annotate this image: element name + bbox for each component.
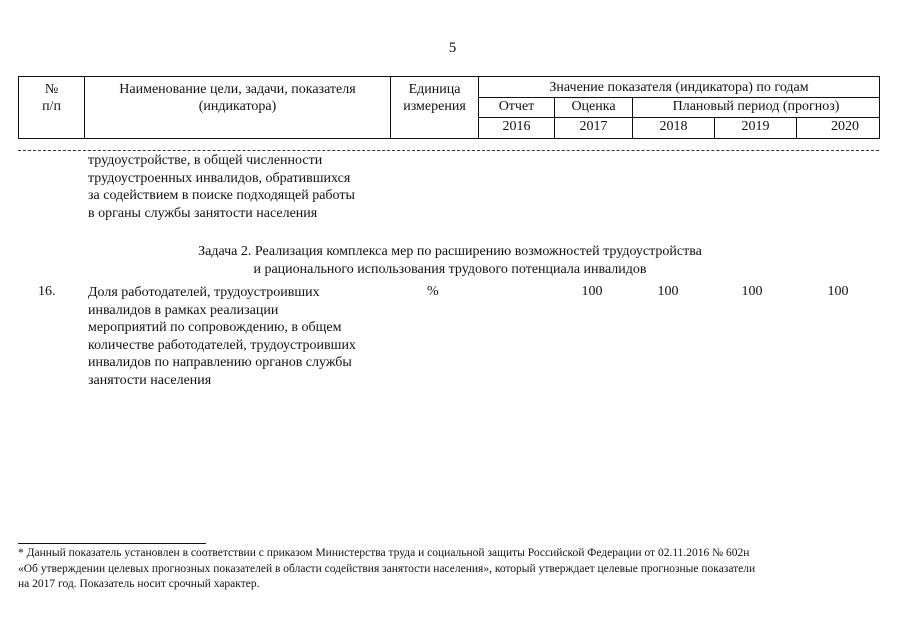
text-line: за содействием в поиске подходящей работы (88, 188, 355, 203)
footnote-line: на 2017 год. Показатель носит срочный характер. (18, 578, 260, 590)
col-name-header: Наименование цели, задачи, показателя (индикатора) (85, 77, 391, 139)
text-line: трудоустроенных инвалидов, обратившихся (88, 170, 351, 186)
footnote-line: «Об утверждении целевых прогнозных показателей в области содействия занятости населения», который утверждает целевые прогнозные показатели (18, 562, 756, 575)
footnote-rule (18, 543, 206, 544)
estimate-header: Оценка (555, 98, 633, 118)
planned-header: Плановый период (прогноз) (633, 98, 880, 118)
text-line: количестве работодателей, трудоустроивших (88, 337, 356, 353)
footnote (18, 546, 890, 593)
text-line: инвалидов в рамках реализации (88, 302, 279, 318)
continued-indicator-text (88, 152, 388, 222)
footnote-line: * Данный показатель установлен в соответствии с приказом Министерства труда и социальной защиты Российской Федерации от 02.11.2016 № 602н (18, 547, 750, 559)
year-2017: 2017 (555, 118, 633, 139)
row-16-value-2020: 100 (827, 284, 849, 299)
year-2020: 2020 (797, 118, 880, 139)
text-line: занятости населения (88, 372, 212, 388)
row-16-value-2018: 100 (657, 284, 679, 299)
values-title-header: Значение показателя (индикатора) по годам (479, 77, 880, 98)
text-line: в органы службы занятости населения (88, 205, 318, 221)
row-16-value-2017: 100 (581, 284, 603, 299)
task-heading (100, 243, 800, 278)
year-2018: 2018 (633, 118, 715, 139)
year-2016: 2016 (479, 118, 555, 139)
task-heading-line: Задача 2. Реализация комплекса мер по расширению возможностей трудоустройства (198, 244, 702, 259)
indicators-table (18, 76, 880, 139)
report-header: Отчет (479, 98, 555, 118)
text-line: инвалидов по направлению органов службы (88, 355, 352, 370)
text-line: трудоустройстве, в общей численности (88, 153, 323, 168)
row-16-number: 16. (38, 284, 56, 299)
table-continuation-rule (18, 150, 879, 151)
year-2019: 2019 (715, 118, 797, 139)
row-16-value-2019: 100 (741, 284, 763, 299)
col-unit-header: Единица измерения (391, 77, 479, 139)
page-number: 5 (448, 40, 457, 56)
row-16-name (88, 284, 388, 389)
col-num-header: № п/п (19, 77, 85, 139)
text-line: мероприятий по сопровождению, в общем (88, 320, 342, 335)
header-row-1 (19, 77, 880, 98)
text-line: Доля работодателей, трудоустроивших (88, 285, 320, 300)
row-16-unit: % (427, 284, 439, 299)
task-heading-line: и рационального использования трудового потенциала инвалидов (253, 261, 647, 277)
